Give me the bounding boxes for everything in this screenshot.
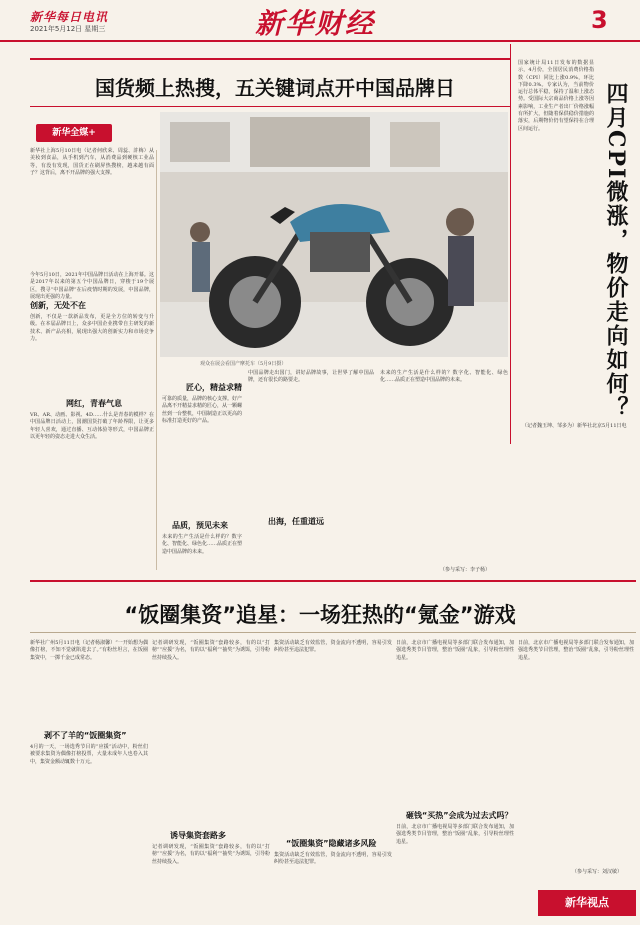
para-govern-intro: 日前，北京市广播电视局等多部门联合发布通知，加强选秀类节目管理，整治“饭圈”乱象，引导粉丝理性追星。 [396, 640, 514, 661]
sidebar-headline[interactable]: 四月CPI微涨，物价走向如何？ [603, 82, 629, 421]
article1-para1: 今年5月10日，2021年中国品牌日活动在上海开幕。这是2017年以来的第五个中国品牌日，穿梭于19个展区，搜寻“中国品牌”在后疫情时期的发展，中国品牌，展现出更强的力量。 [30, 272, 154, 300]
para-netred: VR、AR、动画、影视、4D……什么是青春的模样？在中国品牌日活动上，国潮国货打破了年龄界限，让更多年轻人喜欢，通过直播、互动体验等形式，中国品牌正以更年轻的姿态走进大众生活。 [30, 412, 154, 440]
subhead-craft: 匠心，精益求精 [186, 383, 242, 392]
article2-headline[interactable]: “饭圈集资”追星：一场狂热的“氪金”游戏 [124, 603, 516, 627]
article2-lead: 新华社广州5月11日电（记者杨淑馨）“一开始想为偶像打榜，不知不觉就陷进去了。”有粉丝坦言，在饭圈集资中，一掷千金已成常态。 [30, 640, 148, 661]
motorcycle-exhibit-image [160, 112, 508, 357]
sidebar-author: （记者魏玉坤、邹多为）新华社北京5月11日电 [522, 423, 627, 429]
para-govern: 日前，北京市广播电视局等多部门联合发布通知，加强选秀类节目管理，整治“饭圈”乱象，引导粉丝理性追星。 [396, 824, 514, 845]
subhead-quality: 品质，预见未来 [172, 521, 228, 530]
subhead-inside: 剥不了羊的“饭圈集资” [44, 731, 127, 740]
para-quality: 未来的生产生活是什么样的？数字化、智能化、绿色化……品质正在塑造中国品牌的未来。 [162, 534, 243, 555]
para-craft: 可靠的质量，品牌的核心支撑。好产品离不开精益求精的匠心，从一颗螺丝到一台整机，中国制造正以更高的标准打造更好的产品。 [162, 396, 243, 424]
photo-caption: 观众在展会看国产摩托车（5月9日摄） [200, 361, 287, 367]
article-photo [160, 112, 508, 357]
article1-lead: 新华社上海5月10日电（记者何欣荣、周蕊、許梅）从美妆到食品，从手机到汽车，从消费品到硬核工业品等，有没有发现，国货正在刷屏热搜榜，越来越有面子？这背后，离不开品牌的强大支撑。 [30, 148, 154, 176]
article2-author: （参与采写：刘汉敏） [572, 869, 623, 875]
subhead-netred: 网红，青春气息 [66, 399, 122, 408]
masthead-small-title: 新华每日电讯 [30, 10, 109, 24]
article1-author: （参与采写：李子杨） [440, 567, 491, 573]
headline-rule-bottom [30, 106, 510, 107]
para-risk: 集资活动缺乏有效监管，资金流向不透明，容易引发纠纷甚至违法犯罪。 [274, 852, 392, 866]
subhead-innovation: 创新，无处不在 [30, 301, 86, 310]
subhead-hunt: 诱导集资套路多 [170, 831, 226, 840]
para-hunt: 记者调研发现，“饭圈集资”套路较多，有的以“打榜”“应援”为名，有的以“福利”“抽奖”为诱饵，引导粉丝持续投入。 [152, 844, 270, 865]
subhead-overseas: 出海，任重道远 [268, 517, 324, 526]
article1-continued: 未来的生产生活是什么样的？数字化、智能化、绿色化……品质正在塑造中国品牌的未来。 [380, 370, 508, 384]
masthead [0, 0, 640, 42]
section-rule [30, 580, 636, 582]
article2-headline-rule [30, 632, 636, 633]
para-inside: 4月的一天，一场选秀节目的“应援”活动中，粉丝们被要求集资为偶像打榜投票，大量未成年人也卷入其中，集资金额动辄数十万元。 [30, 744, 148, 765]
column-divider [156, 150, 157, 570]
media-badge: 新华全媒+ [36, 124, 112, 142]
para-hunt-intro: 记者调研发现，“饭圈集资”套路较多，有的以“打榜”“应援”为名，有的以“福利”“抽奖”为诱饵，引导粉丝持续投入。 [152, 640, 270, 661]
article1-headline[interactable]: 国货频上热搜，五关键词点开中国品牌日 [95, 76, 455, 100]
headline-rule-top [30, 58, 510, 60]
page-number: 3 [591, 6, 608, 34]
para-innovation: 创新，不仅是一款新品发布，更是全方位的转变与升级。在本届品牌日上，众多中国企业携带自主研发的新技术、新产品亮相，展现出强大的创新实力和市场竞争力。 [30, 314, 154, 342]
para-overseas-intro: 中国品牌走出国门，讲好品牌故事，让世界了解中国品牌，还有很长的路要走。 [248, 370, 374, 384]
para-risk-intro: 集资活动缺乏有效监管，资金流向不透明，容易引发纠纷甚至违法犯罪。 [274, 640, 392, 654]
masthead-date: 2021年5月12日 星期三 [30, 25, 106, 33]
subhead-govern: 砸钱“买热”会成为过去式吗？ [406, 811, 513, 820]
article2-continued: 日前，北京市广播电视局等多部门联合发布通知，加强选秀类节目管理，整治“饭圈”乱象，引导粉丝理性追星。 [518, 640, 634, 661]
subhead-risk: “饭圈集资”隐藏诸多风险 [286, 839, 377, 848]
sidebar-divider [510, 44, 511, 444]
footer-label: 新华视点 [538, 890, 636, 916]
section-title: 新华财经 [255, 7, 376, 40]
sidebar-body: 国家统计局11日发布的数据显示，4月份，全国居民消费价格指数（CPI）同比上涨0.9%，环比下降0.3%。专家认为，当前物价运行总体平稳，保持了温和上涨态势。受国际大宗商品价格上涨等因素影响，工业生产者出厂价格涨幅有所扩大，但随着保供稳价措施的落实，后期物价仍有望保持在合理区间运行。 [518, 60, 594, 132]
